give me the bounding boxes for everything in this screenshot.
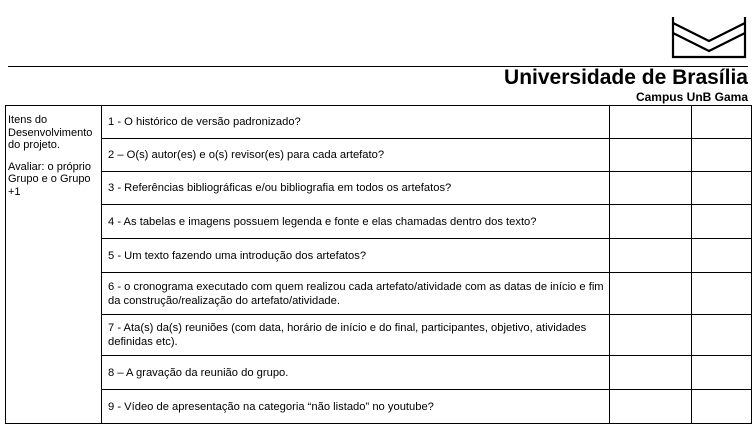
table-row (6, 239, 752, 273)
checklist-item: 4 - As tabelas e imagens possuem legenda e fonte e elas chamadas dentro dos texto? (102, 205, 610, 239)
check-cell-grupo-mais-1[interactable] (692, 205, 752, 239)
checklist-item: 8 – A gravação da reunião do grupo. (102, 356, 610, 390)
table-row (6, 139, 752, 172)
check-cell-grupo-mais-1[interactable] (692, 139, 752, 172)
side-label-cell (6, 106, 102, 424)
check-cell-grupo[interactable] (610, 390, 692, 424)
check-cell-grupo[interactable] (610, 239, 692, 273)
check-cell-grupo-mais-1[interactable] (692, 239, 752, 273)
check-cell-grupo[interactable] (610, 205, 692, 239)
checklist-table (5, 105, 752, 424)
check-cell-grupo[interactable] (610, 172, 692, 205)
check-cell-grupo[interactable] (610, 315, 692, 356)
check-cell-grupo[interactable] (610, 139, 692, 172)
unb-logo-icon (671, 15, 747, 59)
table-row (6, 390, 752, 424)
check-cell-grupo[interactable] (610, 356, 692, 390)
table-row (6, 273, 752, 315)
checklist-item: 2 – O(s) autor(es) e o(s) revisor(es) para cada artefato? (102, 139, 610, 172)
table-row (6, 106, 752, 139)
side-label: Itens do Desenvolvimento do projeto. (8, 114, 93, 151)
table-row (6, 205, 752, 239)
check-cell-grupo-mais-1[interactable] (692, 356, 752, 390)
table-row (6, 356, 752, 390)
checklist-item: 1 - O histórico de versão padronizado? (102, 106, 610, 139)
side-note: Avaliar: o próprio Grupo e o Grupo +1 (8, 160, 91, 198)
check-cell-grupo-mais-1[interactable] (692, 273, 752, 315)
checklist-item: 5 - Um texto fazendo uma introdução dos artefatos? (102, 239, 610, 273)
checklist-item: 6 - o cronograma executado com quem realizou cada artefato/atividade com as datas de início e fim da construção/realização do artefato/atividade. (102, 273, 610, 315)
table-row (6, 172, 752, 205)
table-row (6, 315, 752, 356)
checklist-item: 3 - Referências bibliográficas e/ou bibliografia em todos os artefatos? (102, 172, 610, 205)
check-cell-grupo-mais-1[interactable] (692, 106, 752, 139)
campus-name: Campus UnB Gama (635, 90, 748, 104)
check-cell-grupo-mais-1[interactable] (692, 390, 752, 424)
checklist-item: 9 - Vídeo de apresentação na categoria “não listado” no youtube? (102, 390, 610, 424)
check-cell-grupo[interactable] (610, 106, 692, 139)
university-title: Universidade de Brasília (504, 66, 748, 89)
check-cell-grupo-mais-1[interactable] (692, 172, 752, 205)
check-cell-grupo-mais-1[interactable] (692, 315, 752, 356)
check-cell-grupo[interactable] (610, 273, 692, 315)
checklist-item: 7 - Ata(s) da(s) reuniões (com data, horário de início e do final, participantes, objetivo, atividades definidas etc). (102, 315, 610, 356)
